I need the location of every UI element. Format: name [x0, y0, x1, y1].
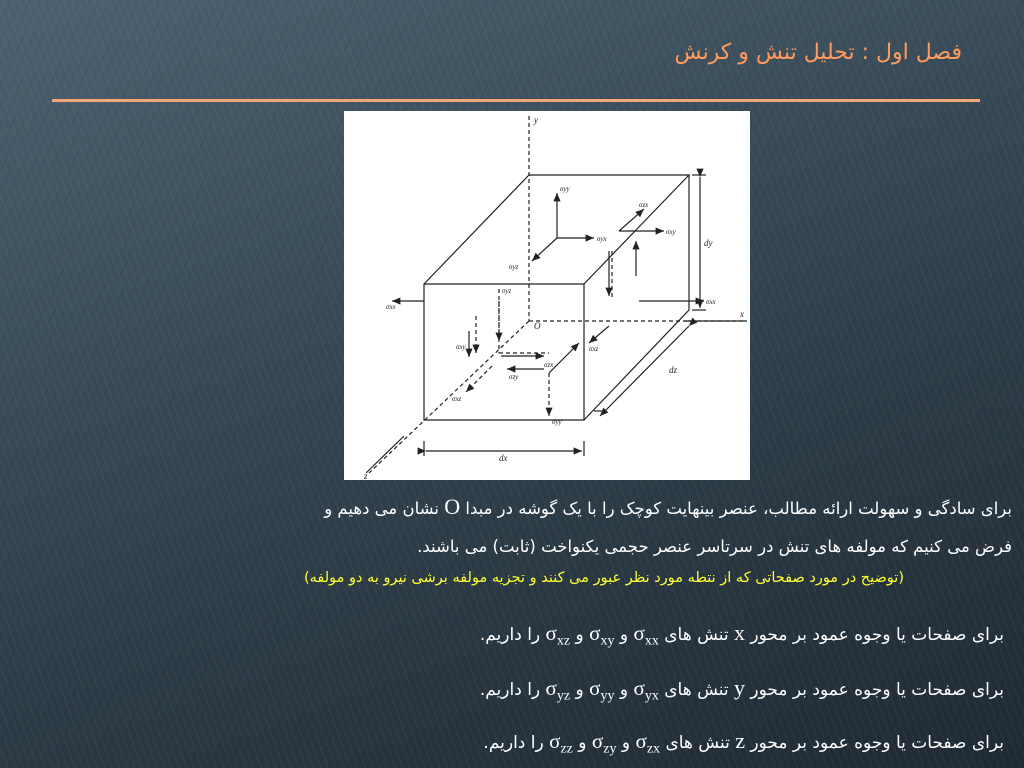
- intro-paragraph-line1: برای سادگی و سهولت ارائه مطالب، عنصر بینهایت کوچک را با یک گوشه در مبدا O نشان می دهیم و: [324, 494, 1012, 519]
- axis-label-z: z: [364, 471, 368, 480]
- stress-label: σxx: [706, 298, 716, 306]
- slide-title: فصل اول : تحلیل تنش و کرنش: [674, 40, 962, 65]
- explanation-note: (توضیح در مورد صفحاتی که از نتطه مورد نظر عبور می کنند و تجزیه مولفه برشی نیرو به دو مولفه): [304, 570, 904, 586]
- stress-label: σzy: [509, 373, 519, 381]
- stress-label: σxy: [456, 343, 466, 351]
- axis-label-y: y: [534, 115, 538, 125]
- dim-label-dy: dy: [704, 238, 713, 248]
- title-underline: [52, 99, 980, 102]
- stress-label: σxy: [666, 228, 676, 236]
- stress-label: σxz: [452, 395, 462, 403]
- stress-label: σyy: [560, 185, 570, 193]
- stress-label: σyy: [552, 418, 562, 426]
- dim-label-dz: dz: [669, 365, 678, 375]
- stress-label: σzx: [639, 201, 649, 209]
- stress-element-diagram: [344, 111, 750, 480]
- stress-label: σyz: [509, 263, 519, 271]
- intro-paragraph-line2: فرض می کنیم که مولفه های تنش در سرتاسر عنصر حجمی یکنواخت (ثابت) می باشند.: [417, 537, 1012, 556]
- axis-label-x: x: [740, 309, 744, 319]
- stress-line-y: برای صفحات یا وجوه عمود بر محور y تنش های $\sigma_{yx}$ و $\sigma_{yy}$ و $\sigma_{yz}$ را داریم.: [479, 675, 1004, 704]
- stress-label: σyx: [597, 235, 607, 243]
- stress-label: σzx: [544, 361, 554, 369]
- stress-label: σyz: [502, 287, 512, 295]
- stress-line-z: برای صفحات یا وجوه عمود بر محور z تنش های $\sigma_{zx}$ و $\sigma_{zy}$ و $\sigma_{zz}$ را داریم.: [483, 728, 1004, 757]
- origin-label: O: [534, 321, 541, 331]
- origin-symbol: O: [444, 494, 461, 519]
- stress-line-x: برای صفحات یا وجوه عمود بر محور x تنش های $\sigma_{xx}$ و $\sigma_{xy}$ و $\sigma_{xz}$ را داریم.: [479, 620, 1004, 649]
- stress-label: σxz: [589, 345, 599, 353]
- stress-element-figure: [344, 111, 750, 480]
- stress-label: σxx: [386, 303, 396, 311]
- dim-label-dx: dx: [499, 453, 508, 463]
